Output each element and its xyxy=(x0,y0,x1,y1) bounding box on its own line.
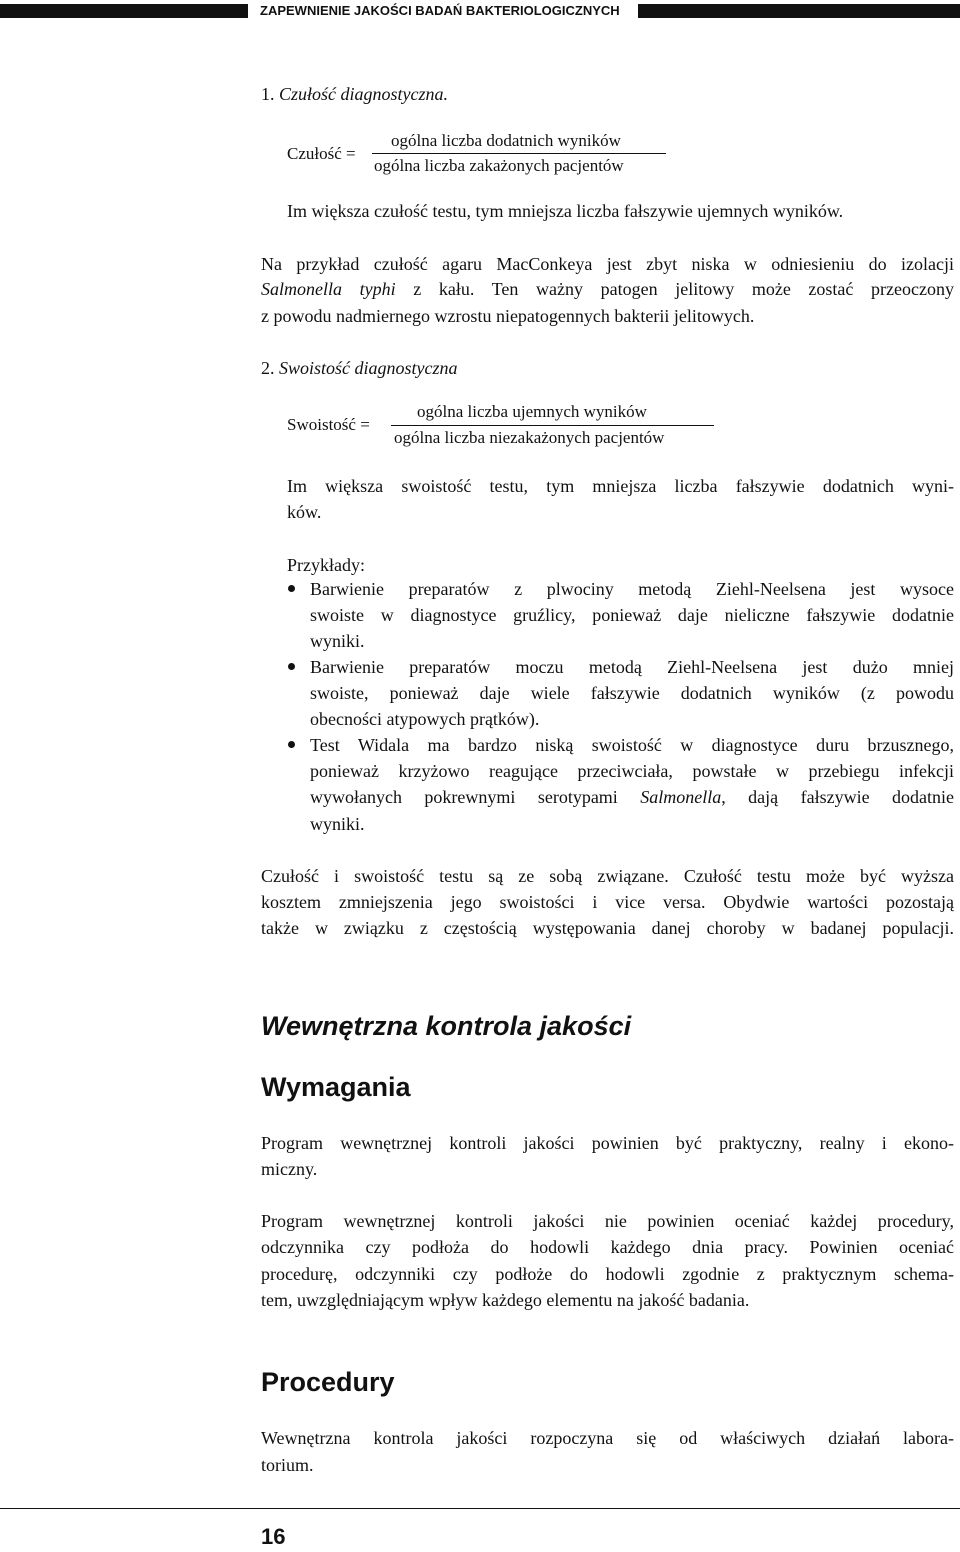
example-3-line-3: wywołanych pokrewnymi serotypami Salmonella, dają fałszywie dodatnie xyxy=(310,787,954,807)
header-bar-right xyxy=(638,4,960,18)
formula-1-denominator: ogólna liczba zakażonych pacjentów xyxy=(374,156,624,175)
section-2-title: Swoistość diagnostyczna xyxy=(279,358,458,378)
section-1-number: 1. xyxy=(261,84,275,104)
paragraph-4-line-4: tem, uwzględniającym wpływ każdego elementu na jakość badania. xyxy=(261,1290,750,1310)
example-3-line-4: wyniki. xyxy=(310,814,365,834)
specificity-note-line-1: Im większa swoistość testu, tym mniejsza liczba fałszywie dodatnich wyni- xyxy=(287,476,954,496)
section-2-heading xyxy=(261,355,458,382)
formula-1-fraction-bar xyxy=(372,153,666,154)
example-2-line-3: obecności atypowych prątków). xyxy=(310,709,540,729)
formula-2-lhs: Swoistość = xyxy=(287,415,370,434)
paragraph-1-line-1: Na przykład czułość agaru MacConkeya jest zbyt niska w odniesieniu do izolacji xyxy=(261,254,954,274)
section-1-title: Czułość diagnostyczna. xyxy=(279,84,448,104)
section-2-number: 2. xyxy=(261,358,275,378)
paragraph-3-line-1: Program wewnętrznej kontroli jakości powinien być praktyczny, realny i ekono- xyxy=(261,1133,954,1153)
section-heading-procedures: Procedury xyxy=(261,1367,395,1397)
formula-1-lhs: Czułość = xyxy=(287,144,356,163)
example-1-line-2: swoiste w diagnostyce gruźlicy, ponieważ daje nieliczne fałszywie dodatnie xyxy=(310,605,954,625)
example-2-line-1: Barwienie preparatów moczu metodą Ziehl-Neelsena jest dużo mniej xyxy=(310,657,954,677)
organism-name: Salmonella typhi xyxy=(261,279,396,299)
example-2-line-2: swoiste, ponieważ daje wiele fałszywie dodatnich wyników (z powodu xyxy=(310,683,954,703)
section-heading-requirements: Wymagania xyxy=(261,1072,411,1102)
header-bar-left xyxy=(0,4,248,18)
example-3-line-2: ponieważ krzyżowo reagujące przeciwciała, powstałe w przebiegu infekcji xyxy=(310,761,954,781)
paragraph-4-line-3: procedurę, odczynniki czy podłoże do hodowli zgodnie z praktycznym schema- xyxy=(261,1264,954,1284)
bullet-icon xyxy=(288,585,295,592)
paragraph-1-line-3: z powodu nadmiernego wzrostu niepatogennych bakterii jelitowych. xyxy=(261,306,755,326)
example-1-line-1: Barwienie preparatów z plwociny metodą Ziehl-Neelsena jest wysoce xyxy=(310,579,954,599)
specificity-note-line-2: ków. xyxy=(287,502,322,522)
page-number: 16 xyxy=(261,1524,286,1549)
paragraph-2-line-1: Czułość i swoistość testu są ze sobą związane. Czułość testu może być wyższa xyxy=(261,866,954,886)
organism-name: Salmonella xyxy=(640,787,722,807)
paragraph-2-line-3: także w związku z częstością występowania danej choroby w badanej populacji. xyxy=(261,918,954,938)
formula-2-denominator: ogólna liczba niezakażonych pacjentów xyxy=(394,428,665,447)
formula-1-numerator: ogólna liczba dodatnich wyników xyxy=(391,131,621,150)
footer-rule xyxy=(0,1508,960,1509)
paragraph-4-line-2: odczynnika czy podłoża do hodowli każdego dnia pracy. Powinien oceniać xyxy=(261,1237,954,1257)
formula-2-numerator: ogólna liczba ujemnych wyników xyxy=(417,402,647,421)
paragraph-5-line-2: torium. xyxy=(261,1455,314,1475)
sensitivity-note: Im większa czułość testu, tym mniejsza liczba fałszywie ujemnych wyników. xyxy=(287,201,844,221)
formula-2-fraction-bar xyxy=(391,425,714,426)
chapter-heading: Wewnętrzna kontrola jakości xyxy=(261,1011,632,1041)
bullet-icon xyxy=(288,663,295,670)
paragraph-4-line-1: Program wewnętrznej kontroli jakości nie powinien oceniać każdej procedury, xyxy=(261,1211,954,1231)
running-header: ZAPEWNIENIE JAKOŚCI BADAŃ BAKTERIOLOGICZNYCH xyxy=(260,3,620,18)
section-1-heading xyxy=(261,81,448,108)
example-3-line-1: Test Widala ma bardzo niską swoistość w diagnostyce duru brzusznego, xyxy=(310,735,954,755)
paragraph-1-line-2: Salmonella typhi z kału. Ten ważny patogen jelitowy może zostać przeoczony xyxy=(261,279,954,299)
paragraph-5-line-1: Wewnętrzna kontrola jakości rozpoczyna się od właściwych działań labora- xyxy=(261,1428,954,1448)
example-1-line-3: wyniki. xyxy=(310,631,365,651)
examples-label: Przykłady: xyxy=(287,555,365,575)
paragraph-2-line-2: kosztem zmniejszenia jego swoistości i vice versa. Obydwie wartości pozostają xyxy=(261,892,954,912)
paragraph-3-line-2: miczny. xyxy=(261,1159,318,1179)
bullet-icon xyxy=(288,741,295,748)
